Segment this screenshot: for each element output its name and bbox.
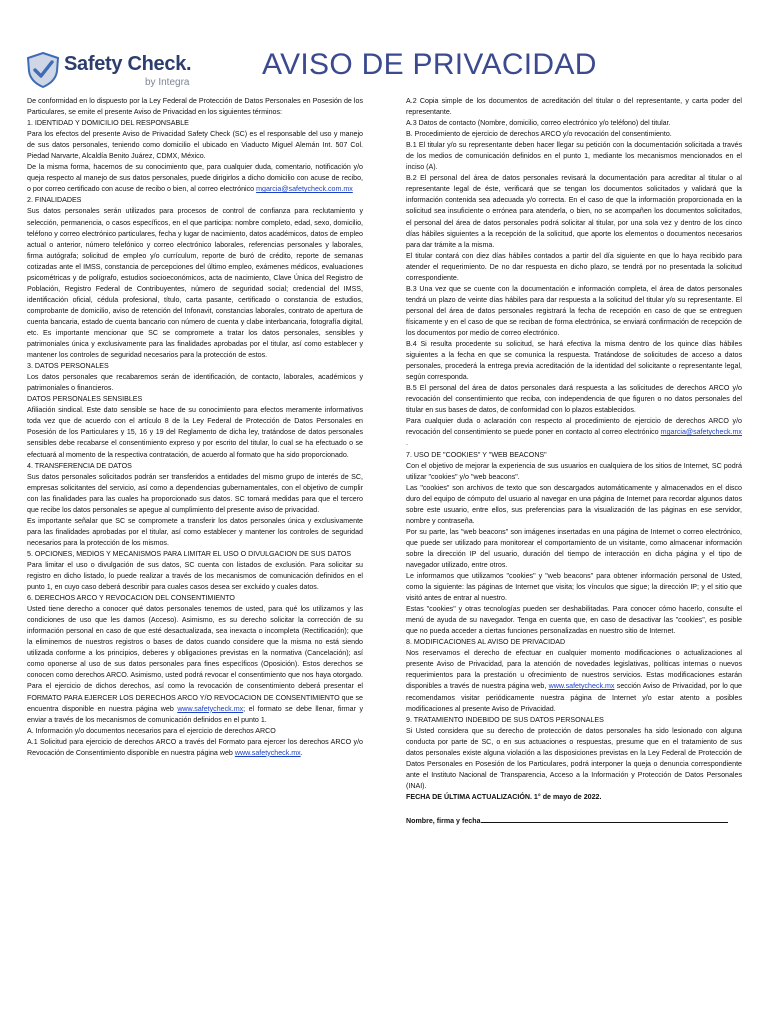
paragraph: B.4 Si resulta procedente su solicitud, se hará efectiva la misma dentro de los quince días hábiles siguientes a la fecha en que se comunica la respuesta. Tratándose de solicitudes de acceso a datos personales, procederá la entrega previa acreditación de la identidad del solicitante o representante legal, según corresponda. — [406, 340, 742, 382]
paragraph-text: Nos reservamos el derecho de efectuar en cualquier momento modificaciones o actualizaciones al presente Aviso de Privacidad, para la atención de novedades legislativas, políticas internas o nuevos requerimientos para la prestación u ofrecimiento de nuestros servicios. Estas modificaciones estarán disponibles a través de nuestra página web, — [406, 649, 742, 691]
paragraph-text: ; el formato se debe llenar, firmar y enviar a través de los mecanismos de comunicación definidos en el punto 1. — [27, 704, 363, 724]
section-heading-cookies: 7. USO DE "COOKIES" Y "WEB BEACONS" — [406, 450, 547, 459]
paragraph: Sus datos personales solicitados podrán ser transferidos a entidades del mismo grupo de interés de SC, empresas solicitantes del servicio, así como a dependencias gubernamentales, con el objetivo de cumplir con las finalidades para las cuales ha proporcionado sus datos. SC tomará medidas para que el tercero que recibe los datos personales se apegue al cumplimiento del presente aviso de privacidad. — [27, 472, 363, 514]
paragraph-text: De la misma forma, hacemos de su conocimiento que, para cualquier duda, comentario, notificación y/o queja respecto al manejo de sus datos personales, puede dirigirlos a dicho domicilio con acuse de recibo, o por correo certificado con acuse de recibo o bien, al correo electrónico — [27, 163, 363, 194]
paragraph: Los datos personales que recabaremos serán de identificación, de contacto, laborales, académicos y patrimoniales o financieros. — [27, 373, 363, 393]
paragraph: Para los efectos del presente Aviso de Privacidad Safety Check (SC) es el responsable del uso y manejo de sus datos personales, teniendo como domicilio el ubicado en Viaducto Miguel Alemán Int. 507 Col. Piedad Narvarte, Alcaldía Benito Juárez, CDMX, México. — [27, 130, 363, 161]
section-heading-modificaciones: 8. MODIFICACIONES AL AVISO DE PRIVACIDAD — [406, 638, 566, 647]
paragraph: A.3 Datos de contacto (Nombre, domicilio, correo electrónico y/o teléfono) del titular. — [406, 119, 671, 128]
paragraph-text: A.1 Solicitud para ejercicio de derechos ARCO a través del Formato para ejercer los derechos ARCO y/o Revocación de Consentimiento disponible en nuestra página web — [27, 737, 363, 757]
website-link[interactable]: www.safetycheck.mx — [548, 682, 615, 691]
right-column — [406, 96, 742, 827]
paragraph: A.2 Copia simple de los documentos de acreditación del titular o del representante, y carta poder del representante. — [406, 97, 742, 117]
paragraph — [406, 416, 742, 449]
website-link[interactable]: www.safetycheck.mx — [234, 748, 301, 757]
paragraph-text: Usted tiene derecho a conocer qué datos personales tenemos de usted, para qué los utilizamos y las condiciones de uso que les damos (Acceso). Asimismo, es su derecho solicitar la corrección de su información personal en caso de que esté desactualizada, sea inexacta o incompleta (Rectificación); que la eliminemos de nuestros registros o bases de datos cuando considere que la misma no está siendo utilizada conforme a los principios, deberes y obligaciones previstas en la normativa (Cancelación); así como oponerse al uso de sus datos personales para fines específicos (Oposición). Estos derechos se conocen como derechos ARCO. Asimismo, usted podrá revocar el consentimiento que nos haya otorgado. Para el ejercicio de dichos derechos, así como la revocación de consentimiento deberá presentar el FORMATO PARA EJERCER LOS DERECHOS ARCO Y/O REVOCACION DE CONSENTIMIENTO que se encuentra disponible en nuestra página web — [27, 605, 363, 713]
paragraph — [27, 162, 363, 195]
signature-line[interactable] — [481, 815, 728, 823]
section-heading-tratamiento: 9. TRATAMIENTO INDEBIDO DE SUS DATOS PERSONALES — [406, 715, 604, 724]
shield-check-icon — [26, 52, 60, 88]
document-header — [0, 0, 768, 92]
safety-check-logo — [26, 52, 216, 92]
paragraph: B.5 El personal del área de datos personales dará respuesta a las solicitudes de derechos ARCO y/o revocación del consentimiento que reciba, con independencia de que figuren o no datos personales del titular en sus bases de datos, de conformidad con lo plazos establecidos. — [406, 384, 742, 415]
paragraph: A. Información y/o documentos necesarios para el ejercicio de derechos ARCO — [27, 726, 276, 735]
section-heading-opciones: 5. OPCIONES, MEDIOS Y MECANISMOS PARA LIMITAR EL USO O DIVULGACION DE SUS DATOS — [27, 549, 352, 558]
paragraph — [27, 737, 363, 759]
paragraph: B.3 Una vez que se cuente con la documentación e información completa, el área de datos personales tendrá un plazo de veinte días hábiles para dar respuesta a la solicitud del titular y/o su representante. El personal del área de datos personales registrará la fecha de recepción en caso de que se entreguen físicamente y en el caso de que se reciban de forma electrónica, se enviará confirmación de recepción de los documentos por medio de correo electrónico. — [406, 284, 742, 337]
paragraph: B.1 El titular y/o su representante deben hacer llegar su petición con la documentación solicitada a través de los medios de comunicación definidos en el punto 1, mediante los mecanismos mencionados en el inciso (A). — [406, 141, 742, 172]
section-heading-datos: 3. DATOS PERSONALES — [27, 362, 109, 371]
website-link[interactable]: www.safetycheck.mx — [177, 704, 244, 713]
paragraph: Por su parte, las "web beacons" son imágenes insertadas en una página de Internet o correo electrónico, que puede ser utilizado para monitorear el comportamiento de un visitante, como almacenar información sobre la dirección IP del usuario, duración del tiempo de interacción en dicha página y el tipo de navegador utilizado, entre otros. — [406, 527, 742, 569]
paragraph: Le informamos que utilizamos "cookies" y "web beacons" para obtener información personal de Usted, como la siguiente: las páginas de Internet que visita; los vínculos que sigue; la dirección IP; y el sitio que visitó antes de entrar al nuestro. — [406, 572, 742, 603]
document-title: AVISO DE PRIVACIDAD — [262, 48, 597, 81]
section-heading-transferencia: 4. TRANSFERENCIA DE DATOS — [27, 461, 132, 470]
paragraph — [406, 648, 742, 714]
section-heading-finalidades: 2. FINALIDADES — [27, 196, 82, 205]
signature-label: Nombre, firma y fecha — [406, 817, 481, 825]
section-heading-identidad: 1. IDENTIDAD Y DOMICILIO DEL RESPONSABLE — [27, 119, 189, 128]
paragraph-text: . — [406, 439, 408, 448]
paragraph: Es importante señalar que SC se compromete a transferir los datos personales única y exclusivamente para las finalidades aprobadas por el titular, así como establecer y mantener los controles de seguridad necesarios para la protección de los mismos. — [27, 516, 363, 547]
intro-paragraph: De conformidad en lo dispuesto por la Ley Federal de Protección de Datos Personales en Posesión de los Particulares, se emite el presente Aviso de Privacidad en los siguientes términos: — [27, 97, 363, 117]
paragraph: Estas "cookies" y otras tecnologías pueden ser deshabilitadas. Para conocer cómo hacerlo, consulte el menú de ayuda de su navegador. Tenga en cuenta que, en caso de desactivar las "cookies", es posible que no pueda acceder a ciertas funciones personalizadas en nuestro sitio de Internet. — [406, 605, 742, 636]
last-update-date: FECHA DE ÚLTIMA ACTUALIZACIÓN. 1° de mayo de 2022. — [406, 792, 602, 801]
brand-name: Safety Check. — [64, 53, 192, 75]
paragraph — [27, 604, 363, 726]
paragraph: El titular contará con diez días hábiles contados a partir del día siguiente en que lo haya recibido para atender el requerimiento. De no dar respuesta en dicho plazo, se tendrá por no presentada la solicitud correspondiente. — [406, 251, 742, 282]
email-link[interactable]: mgarcia@safetycheck.mx — [660, 428, 742, 437]
paragraph-text: Para cualquier duda o aclaración con respecto al procedimiento de ejercicio de derechos ARCO y/o revocación del consentimiento se puede poner en contacto al correo electrónico — [406, 417, 742, 437]
left-column — [27, 96, 363, 759]
paragraph: B.2 El personal del área de datos personales revisará la documentación para acreditar al titular o al representante legal de éste, verificará que se tengan los documentos solicitados y validará que la información contenida sea adecuada y/o correcta. En el caso de que la información proporcionada en la solicitud sea insuficiente o errónea para atenderla, o bien, no se acompañen los documentos solicitados, el personal del área de datos personales podrá solicitar al titular, por una sola vez y dentro de los cinco días hábiles siguientes a la recepción de la solicitud, que aporte los elementos o documentos necesarios para dar trámite a la misma. — [406, 174, 742, 249]
signature-field — [406, 815, 742, 827]
paragraph: Para limitar el uso o divulgación de sus datos, SC cuenta con listados de exclusión. Para solicitar su registro en dicho listado, lo puede realizar a través de los mecanismos de comunicación definidos en el punto 1, en cuyo caso deberá describir para cuales casos desea ser excluido y cuales datos. — [27, 560, 363, 592]
paragraph-text: . — [300, 748, 303, 757]
paragraph: B. Procedimiento de ejercicio de derechos ARCO y/o revocación del consentimiento. — [406, 130, 672, 139]
paragraph: Si Usted considera que su derecho de protección de datos personales ha sido lesionado con alguna conducta por parte de SC, o en sus actuaciones o respuestas, presume que en el tratamiento de sus datos personales existe alguna violación a las disposiciones previstas en la Ley Federal de Protección de Datos Personales en Posesión de los Particulares, podrá interponer la queja o denuncia correspondiente ante el Instituto Nacional de Transparencia, Acceso a la Información y Protección de Datos Personales (INAI). — [406, 726, 742, 790]
paragraph-text: sección Aviso de Privacidad, por lo que recomendamos visitar periódicamente nuestra página de Internet y/o estar atento a posibles modificaciones al presente Aviso de Privacidad. — [406, 682, 742, 713]
paragraph: Con el objetivo de mejorar la experiencia de sus usuarios en cualquiera de los sitios de Internet, SC podrá utilizar "cookies" y/o "web beacons". — [406, 461, 742, 481]
paragraph: Las "cookies" son archivos de texto que son descargados automáticamente y almacenados en el disco duro del equipo de cómputo del usuario al navegar en una página de Internet para recordar algunos datos sobre este usuario, entre ellos, sus preferencias para la visualización de las páginas en ese servidor, nombre y contraseña. — [406, 483, 742, 525]
section-heading-sensibles: DATOS PERSONALES SENSIBLES — [27, 395, 143, 404]
email-link[interactable]: mgarcia@safetycheck.com.mx — [256, 185, 353, 194]
paragraph: Sus datos personales serán utilizados para procesos de control de confianza para reclutamiento y selección, permanencia, o casos específicos, en el que participa: nombre completo, edad, sexo, domicilio, teléfono y correo electrónico particulares, fecha y lugar de nacimiento, datos académicos, datos de empleo actual o anterior, número telefónico y correo electrónico laborales, referencias personales y laborales, firma autógrafa; solicitud de empleo y/o currículum, reporte de buró de crédito, reporte de semanas cotizadas ante el IMSS, constancia de percepciones del último empleo, exámenes médicos, evaluaciones psicométricas y de polígrafo, estudios socioeconómicos, acta de nacimiento, Clave Única del Registro de Población, Registro Federal de Contribuyentes, número de seguridad social; credencial del IMSS, identificación oficial, cédula profesional, título, carta pasante, certificado o constancia de estudios, comprobante de domicilio, aviso de retención del Infonavit, constancias laborales, contrato de apertura de cuenta bancaria, estado de cuenta bancario con número de cuenta y clabe interbancaria, fotografía digital, etc. Es importante mencionar que SC se compromete a tratar los datos personales, sensibles y patrimoniales única y exclusivamente para las finalidades aprobadas por el titular, así como establecer y mantener los controles de seguridad necesarios para la protección de estos. — [27, 207, 363, 360]
paragraph: Afiliación sindical. Este dato sensible se hace de su conocimiento para efectos meramente informativos toda vez que de acuerdo con el artículo 8 de la Ley Federal de Protección de Datos Personales en Posesión de los Particulares y 15, 16 y 19 del Reglamento de dicha ley, tratándose de datos personales sensibles debe recabarse el consentimiento expreso y por escrito del titular, lo cual se ha efectuado o se efectuará al momento de la respectiva contratación, de acuerdo al formato que ha sido proporcionado. — [27, 406, 363, 459]
section-heading-derechos-arco: 6. DERECHOS ARCO Y REVOCACION DEL CONSENTIMIENTO — [27, 594, 235, 603]
brand-sub: by Integra — [145, 77, 190, 88]
